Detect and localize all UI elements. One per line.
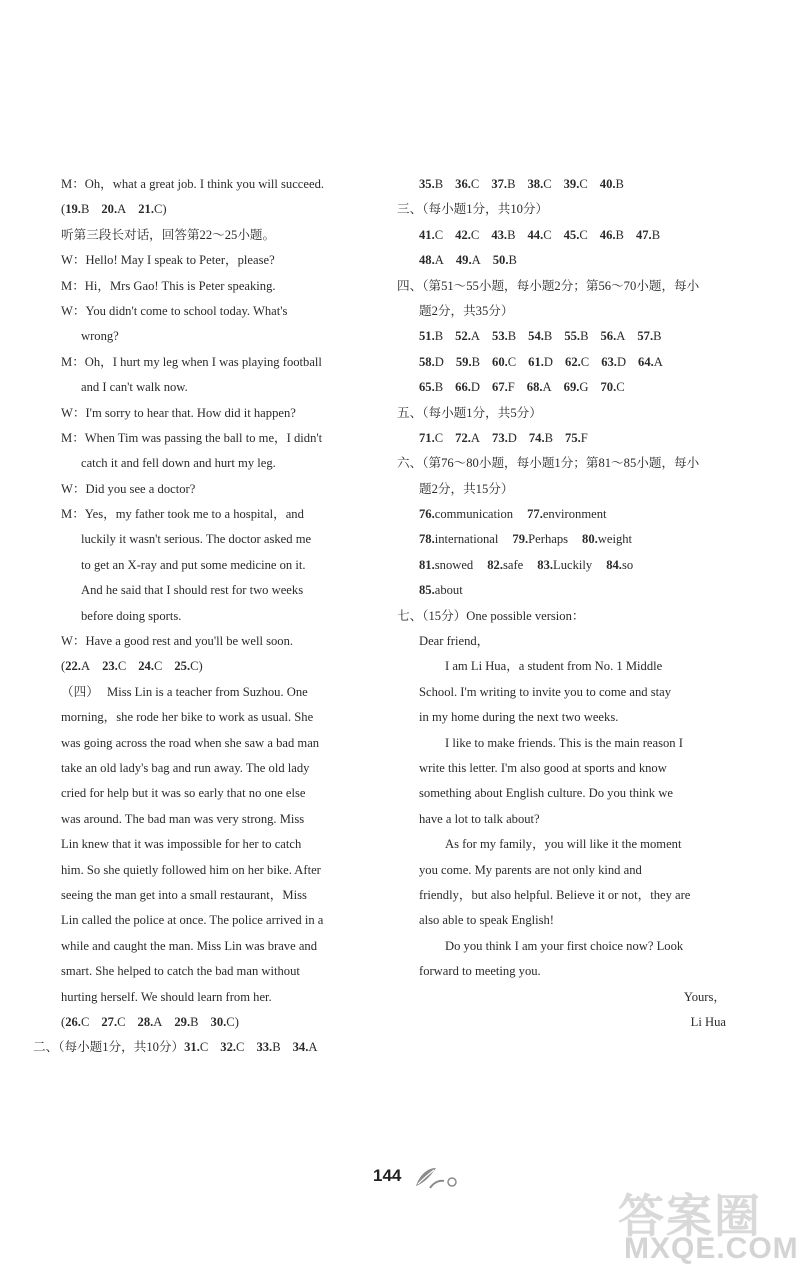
section-2-line: 二、（每小题1分，共10分） 31.C 32.C 33.B 34.A — [33, 1035, 381, 1060]
dialogue-line: M：When Tim was passing the ball to me，I didn't — [61, 430, 323, 445]
dialogue-line: W：You didn't come to school today. What's — [61, 303, 288, 318]
answer-line-22-25: ( 22.A 23.C 24.C 25.C ) — [61, 659, 203, 674]
passage-line: Lin knew that it was impossible for her to catch — [61, 837, 302, 852]
section-5-heading: 五、（每小题1分，共5分） — [397, 405, 542, 420]
dialogue-line: M：Oh，what a great job. I think you will succeed. — [61, 177, 325, 191]
answer-line-81-84: 81.snowed 82.safe 83.Luckily 84.so — [419, 557, 634, 572]
section-4-heading: 四、（第51～55小题，每小题2分；第56～70小题，每小 — [397, 278, 700, 293]
essay-line: Do you think I am your first choice now? Look — [445, 938, 684, 953]
dialogue-line: W：Did you see a doctor? — [61, 481, 196, 496]
letter-greeting: Dear friend， — [419, 634, 490, 649]
dialogue-line: W：Hello! May I speak to Peter，please? — [61, 253, 275, 268]
essay-line: have a lot to talk about? — [419, 811, 540, 826]
essay-line: in my home during the next two weeks. — [419, 710, 619, 725]
instruction-line: 听第三段长对话，回答第22～25小题。 — [61, 227, 276, 242]
watermark-url: MXQE.COM — [624, 1232, 799, 1265]
answer-line-76-77: 76.communication 77.environment — [419, 507, 607, 522]
section-3-heading: 三、（每小题1分，共10分） — [397, 202, 549, 217]
left-column — [33, 172, 381, 1061]
site-watermark — [614, 1188, 799, 1270]
answer-line-71-75: 71.C 72.A 73.D 74.B 75.F — [419, 430, 588, 445]
answer-line-48-50: 48.A 49.A 50.B — [419, 253, 517, 268]
essay-line: write this letter. I'm also good at sports and know — [419, 760, 667, 775]
dialogue-line: and I can't walk now. — [81, 380, 188, 395]
leaf-ornament-icon — [412, 1164, 458, 1197]
answer-line-19-21: ( 19.B 20.A 21.C ) — [61, 202, 167, 217]
essay-line: I like to make friends. This is the main reason I — [445, 735, 683, 750]
dialogue-line: wrong? — [81, 329, 119, 344]
dialogue-line: M：Yes，my father took me to a hospital，and — [61, 507, 304, 522]
dialogue-line: And he said that I should rest for two weeks — [81, 583, 304, 598]
section-6-heading: 六、（第76～80小题，每小题1分；第81～85小题，每小 — [397, 456, 700, 471]
answer-line-58-64: 58.D 59.B 60.C 61.D 62.C 63.D 64.A — [419, 354, 663, 369]
passage-label: （四） — [61, 684, 99, 699]
page-number: 144 — [373, 1166, 402, 1185]
essay-line: friendly，but also helpful. Believe it or not，they are — [419, 887, 691, 902]
passage-line: morning，she rode her bike to work as usual. She — [61, 710, 314, 725]
answer-line-41-47: 41.C 42.C 43.B 44.C 45.C 46.B 47.B — [419, 227, 661, 242]
essay-line: As for my family，you will like it the moment — [445, 837, 682, 852]
answer-line-78-80: 78.international 79.Perhaps 80.weight — [419, 532, 633, 547]
watermark-logo-text: 答案圈 — [618, 1190, 762, 1242]
passage-line: him. So she quietly followed him on her bike. After — [61, 862, 321, 877]
answer-line-85: 85.about — [419, 583, 463, 598]
section-7-heading: 七、（15分）One possible version： — [397, 608, 585, 623]
dialogue-line: W：I'm sorry to hear that. How did it happen? — [61, 405, 296, 420]
passage-line: while and caught the man. Miss Lin was brave and — [61, 938, 318, 953]
answer-line-35-40: 35.B 36.C 37.B 38.C 39.C 40.B — [419, 177, 624, 191]
passage-line: cried for help but it was so early that no one else — [61, 786, 306, 801]
section-4-heading-cont: 题2分，共35分） — [419, 303, 514, 318]
answer-line-51-57: 51.B 52.A 53.B 54.B 55.B 56.A 57.B — [419, 329, 662, 344]
essay-line: School. I'm writing to invite you to come and stay — [419, 684, 672, 699]
section-6-heading-cont: 题2分，共15分） — [419, 481, 514, 496]
dialogue-line: M：Hi，Mrs Gao! This is Peter speaking. — [61, 278, 276, 293]
letter-signature: Li Hua — [690, 1014, 726, 1029]
answer-line-65-70: 65.B 66.D 67.F 68.A 69.G 70.C — [419, 380, 625, 395]
dialogue-line: catch it and fell down and hurt my leg. — [81, 456, 276, 471]
dialogue-line: M：Oh，I hurt my leg when I was playing football — [61, 354, 322, 369]
dialogue-line: before doing sports. — [81, 608, 182, 623]
letter-closing: Yours， — [683, 989, 726, 1004]
essay-line: also able to speak English! — [419, 913, 555, 928]
essay-line: something about English culture. Do you think we — [419, 786, 673, 801]
essay-line: you come. My parents are not only kind and — [419, 862, 642, 877]
passage-line: Lin called the police at once. The police arrived in a — [61, 913, 324, 928]
right-column — [397, 172, 742, 1035]
dialogue-line: luckily it wasn't serious. The doctor asked me — [81, 532, 312, 547]
section-2-heading: 二、（每小题1分，共10分） — [33, 1040, 185, 1055]
passage-line: seeing the man get into a small restaurant，Miss — [61, 887, 307, 902]
essay-line: I am Li Hua，a student from No. 1 Middle — [445, 659, 663, 674]
passage-line: was going across the road when she saw a bad man — [61, 735, 320, 750]
dialogue-line: to get an X-ray and put some medicine on it. — [81, 557, 306, 572]
answer-line-26-30: ( 26.C 27.C 28.A 29.B 30.C ) — [61, 1014, 239, 1029]
passage-line: hurting herself. We should learn from her. — [61, 989, 272, 1004]
passage-line: smart. She helped to catch the bad man without — [61, 964, 300, 979]
passage-line: was around. The bad man was very strong. Miss — [61, 811, 305, 826]
dialogue-line: W：Have a good rest and you'll be well soon. — [61, 634, 294, 649]
essay-line: forward to meeting you. — [419, 964, 541, 979]
passage-line: （四） Miss Lin is a teacher from Suzhou. One — [61, 680, 381, 705]
passage-line: take an old lady's bag and run away. The old lady — [61, 760, 310, 775]
